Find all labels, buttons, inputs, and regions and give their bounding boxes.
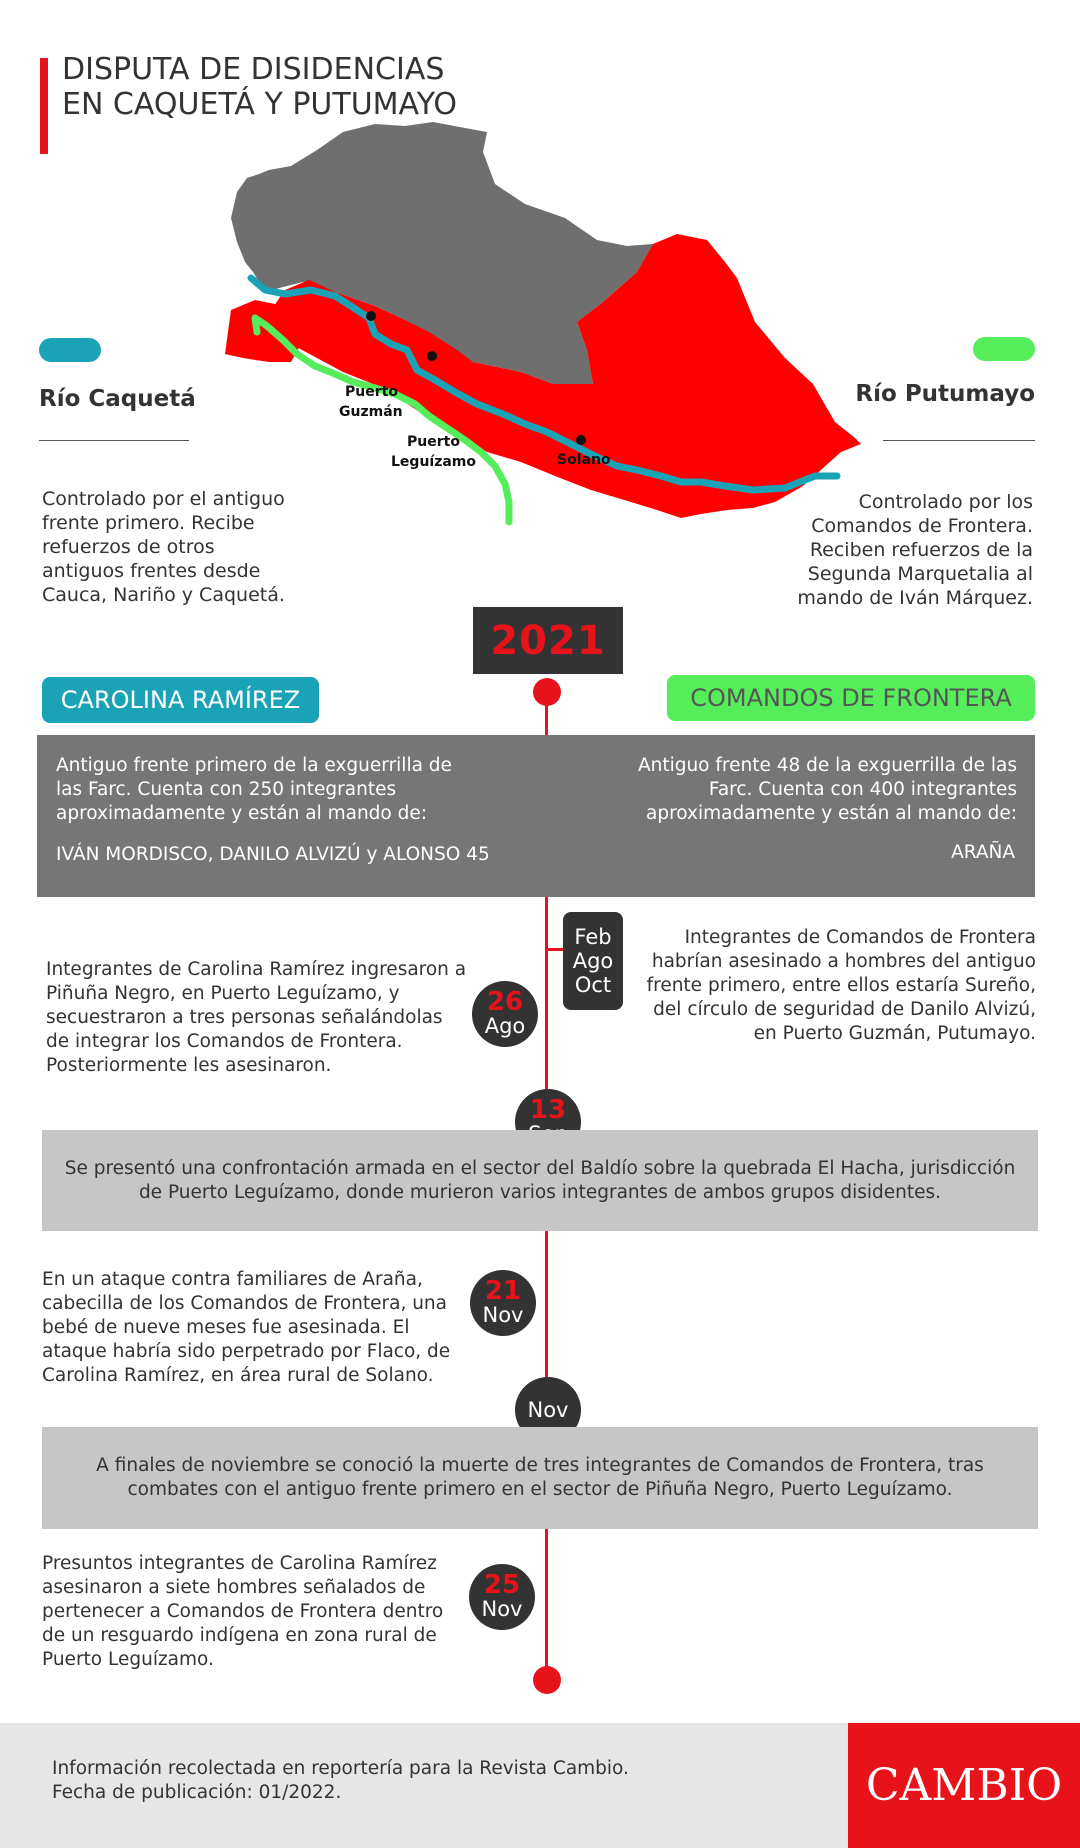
sep-13-event-box [42, 1130, 1038, 1231]
nov-25-day: 25 [483, 1570, 521, 1600]
nov-event-text: A finales de noviembre se conoció la muerte de tres integrantes de Comandos de Frontera, tras combates con el antiguo frente primero en el sector de Piñuña Negro, Puerto Leguízamo. [96, 1455, 984, 1500]
caqueta-legend-description: Controlado por el antiguo frente primero. Recibe refuerzos de otros antiguos frentes desde Cauca, Nariño y Caquetá. [42, 488, 285, 606]
putumayo-legend-swatch [973, 337, 1035, 361]
ago-26-date [472, 981, 538, 1047]
sep-13-event-text: Se presentó una confrontación armada en el sector del Baldío sobre la quebrada El Hacha, jurisdicción de Puerto Leguízamo, donde murieron varios integrantes de ambos grupos disidentes. [64, 1157, 1016, 1203]
timeline-end-dot [533, 1666, 561, 1694]
label-solano: Solano [557, 452, 611, 468]
caqueta-legend-swatch [39, 338, 101, 362]
footer-source [52, 1757, 629, 1805]
putumayo-legend-description: Controlado por los Comandos de Frontera. Reciben refuerzos de la Segunda Marquetalia al mando de Iván Márquez. [797, 491, 1033, 609]
footer-line-2: Fecha de publicación: 01/2022. [52, 1782, 342, 1803]
ago-26-day: 26 [486, 987, 524, 1017]
nov-month: Nov [527, 1398, 569, 1422]
footer-line-1: Información recolectada en reportería para la Revista Cambio. [52, 1758, 629, 1779]
solano-dot [576, 435, 586, 445]
nov-21-day: 21 [484, 1276, 522, 1306]
label-puerto-leguizamo-2: Leguízamo [391, 454, 477, 470]
nov-25-date [469, 1564, 535, 1630]
page-title: DISPUTA DE DISIDENCIAS EN CAQUETÁ Y PUTUMAYO [62, 52, 458, 122]
nov-25-month: Nov [481, 1597, 523, 1621]
caqueta-legend-rule [39, 440, 189, 441]
region-map [225, 122, 880, 542]
nov-21-event-text: En un ataque contra familiares de Araña, cabecilla de los Comandos de Frontera, una bebé de nueve meses fue asesinada. El ataque habría sido perpetrado por Flaco, de Carolina Ramírez, en área rural de Solano. [42, 1269, 451, 1386]
nov-event-box [42, 1427, 1038, 1529]
year-label: 2021 [473, 607, 623, 674]
label-puerto-leguizamo-1: Puerto [407, 434, 460, 450]
title-accent-bar [40, 58, 48, 154]
puerto-guzman-dot [366, 311, 376, 321]
comandos-frontera-description: Antiguo frente 48 de la exguerrilla de las Farc. Cuenta con 400 integrantes aproximadamente y están al mando de: [637, 755, 1017, 824]
timeline-start-dot [533, 678, 561, 706]
putumayo-legend-name: Río Putumayo [855, 381, 1035, 407]
puerto-leguizamo-dot [427, 351, 437, 361]
carolina-ramirez-leaders: IVÁN MORDISCO, DANILO ALVIZÚ y ALONSO 45 [56, 844, 490, 865]
comandos-frontera-tag: COMANDOS DE FRONTERA [667, 675, 1035, 721]
month-ago: Ago [572, 949, 614, 973]
carolina-ramirez-description: Antiguo frente primero de la exguerrilla de las Farc. Cuenta con 250 integrantes aproximadamente y están al mando de: [56, 755, 452, 824]
putumayo-legend-rule [883, 440, 1035, 441]
label-puerto-guzman-1: Puerto [345, 384, 398, 400]
month-oct: Oct [574, 973, 612, 997]
feb-ago-oct-date [563, 912, 623, 1010]
cambio-logo: CAMBIO [848, 1723, 1080, 1848]
nov-21-month: Nov [482, 1303, 524, 1327]
carolina-ramirez-tag: CAROLINA RAMÍREZ [42, 677, 319, 723]
label-puerto-guzman-2: Guzmán [339, 404, 403, 420]
ago-26-event-text: Integrantes de Carolina Ramírez ingresaron a Piñuña Negro, en Puerto Leguízamo, y secuestraron a tres personas señalándolas de integrar los Comandos de Frontera. Posteriormente les asesinaron. [46, 959, 467, 1076]
month-feb: Feb [574, 925, 612, 949]
feb-ago-oct-event-text: Integrantes de Comandos de Frontera habrían asesinado a hombres del antiguo frente primero, entre ellos estaría Sureño, del círculo de seguridad de Danilo Alvizú, en Puerto Guzmán, Putumayo. [646, 927, 1036, 1044]
comandos-frontera-leaders: ARAÑA [951, 842, 1015, 863]
sep-13-day: 13 [529, 1095, 567, 1125]
nov-21-date [470, 1270, 536, 1336]
groups-panel [37, 735, 1035, 897]
ago-26-month: Ago [484, 1014, 526, 1038]
nov-25-event-text: Presuntos integrantes de Carolina Ramírez asesinaron a siete hombres señalados de pertenecer a Comandos de Frontera dentro de un resguardo indígena en zona rural de Puerto Leguízamo. [42, 1553, 444, 1670]
caqueta-legend-name: Río Caquetá [39, 386, 196, 412]
